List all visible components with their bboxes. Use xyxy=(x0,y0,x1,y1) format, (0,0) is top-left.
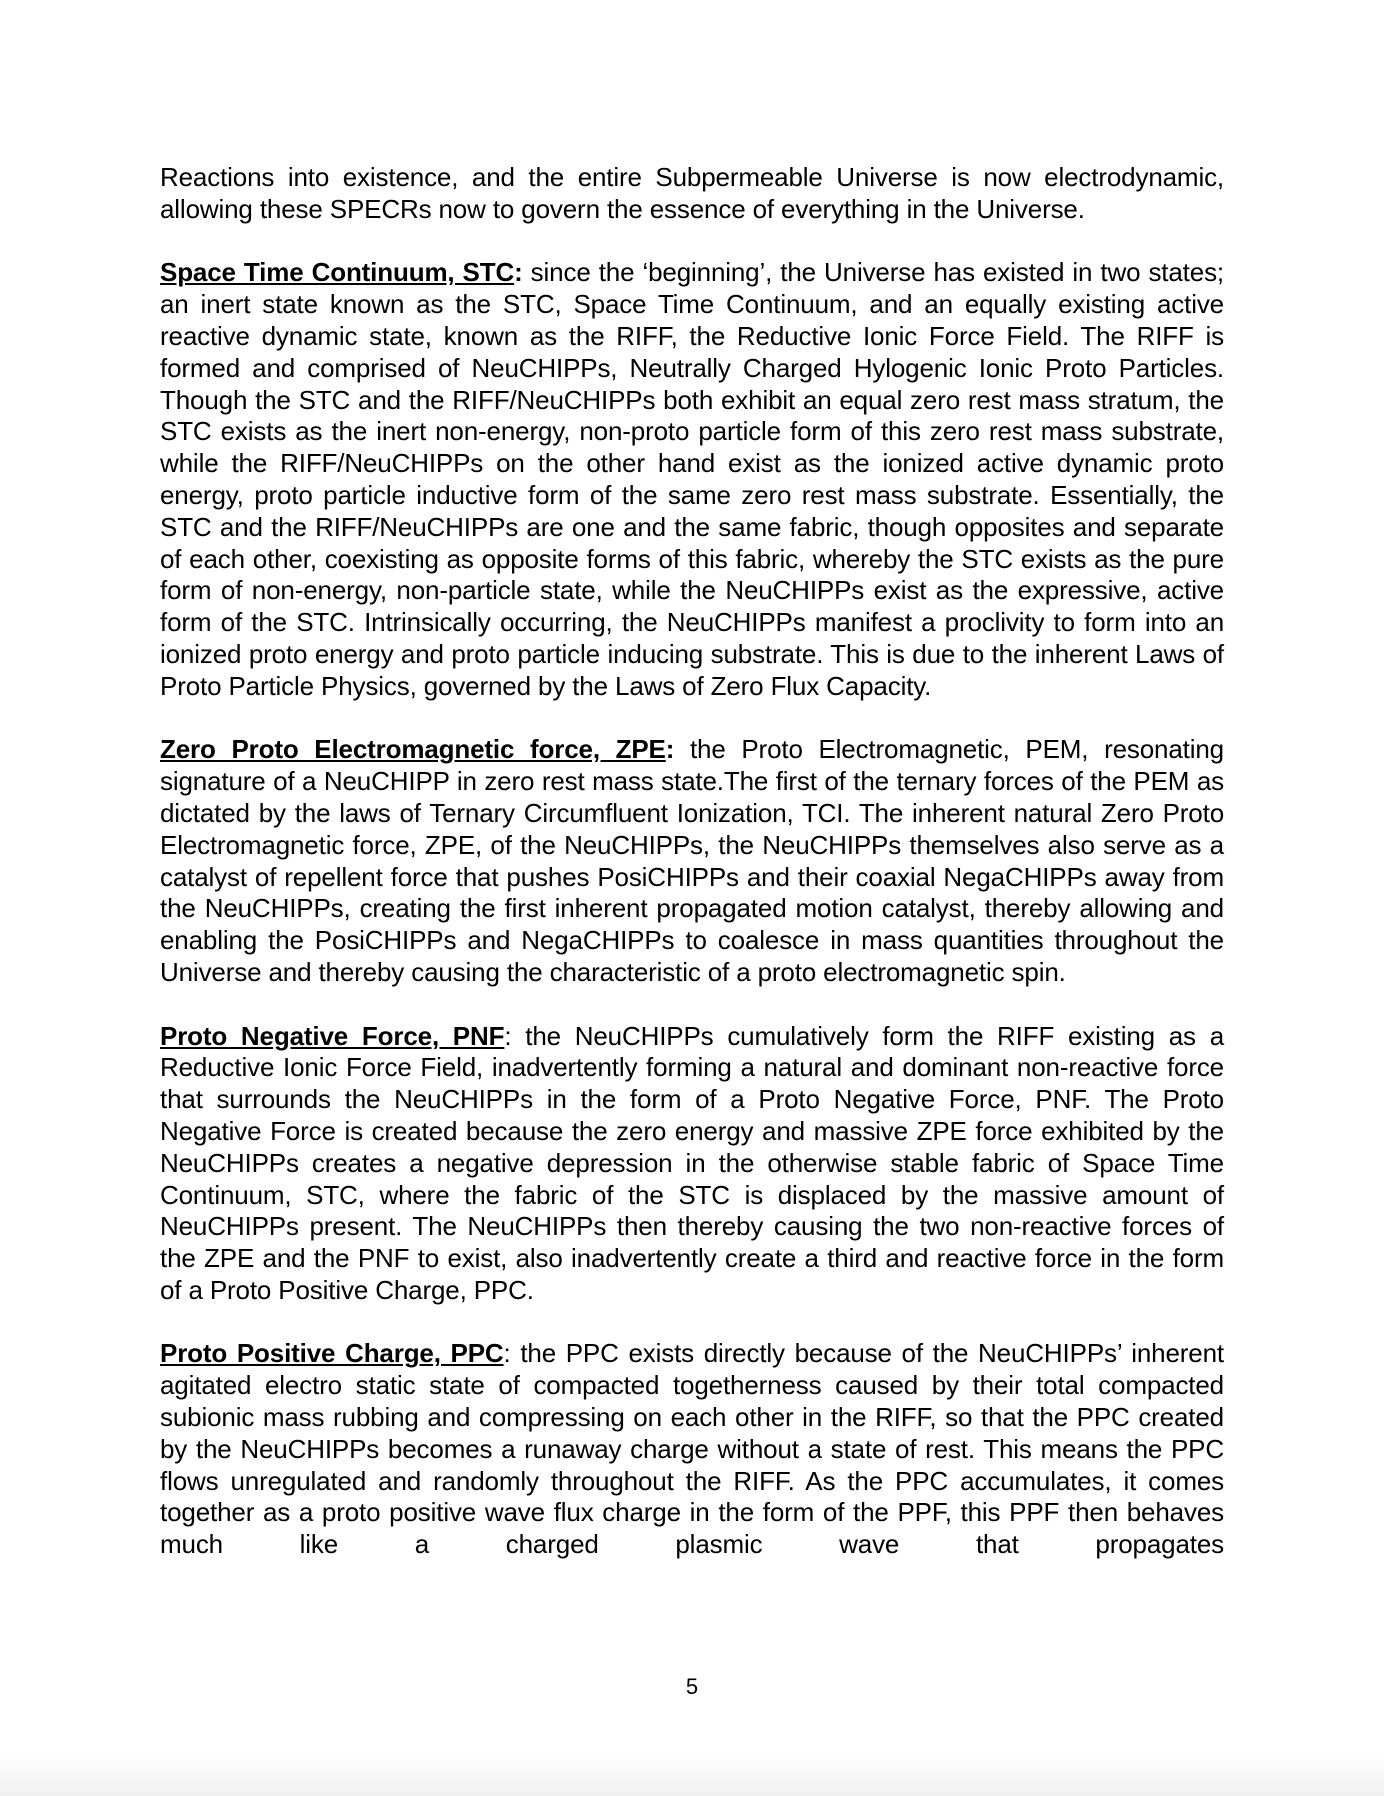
document-page-body xyxy=(160,162,1224,1593)
term-heading-colon: : xyxy=(514,257,523,288)
paragraph-body: the Proto Electromagnetic, PEM, resonating signature of a NeuCHIPP in zero rest mass state.The first of the ternary forces of the PEM as dictated by the laws of Ternary Circumfluent Ionization, TCI. The inherent natural Zero Proto Electromagnetic force, ZPE, of the NeuCHIPPs, the NeuCHIPPs themselves also serve as a catalyst of repellent force that pushes PosiCHIPPs and their coaxial NegaCHIPPs away from the NeuCHIPPs, creating the first inherent propagated motion catalyst, thereby allowing and enabling the PosiCHIPPs and NegaCHIPPs to coalesce in mass quantities throughout the Universe and thereby causing the characteristic of a proto electromagnetic spin. xyxy=(160,734,1224,987)
paragraph-body: since the ‘beginning’, the Universe has existed in two states; an inert state known as the STC, Space Time Continuum, and an equally existing active reactive dynamic state, known as the RIFF, the Reductive Ionic Force Field. The RIFF is formed and comprised of NeuCHIPPs, Neutrally Charged Hylogenic Ionic Proto Particles. Though the STC and the RIFF/NeuCHIPPs both exhibit an equal zero rest mass stratum, the STC exists as the inert non-energy, non-proto particle form of this zero rest mass substrate, while the RIFF/NeuCHIPPs on the other hand exist as the ionized active dynamic proto energy, proto particle inductive form of the same zero rest mass substrate. Essentially, the STC and the RIFF/NeuCHIPPs are one and the same fabric, though opposites and separate of each other, coexisting as opposite forms of this fabric, whereby the STC exists as the pure form of non-energy, non-particle state, while the NeuCHIPPs exist as the expressive, active form of the STC. Intrinsically occurring, the NeuCHIPPs manifest a proclivity to form into an ionized proto energy and proto particle inducing substrate. This is due to the inherent Laws of Proto Particle Physics, governed by the Laws of Zero Flux Capacity. xyxy=(160,257,1224,701)
paragraph-pnf xyxy=(160,1021,1224,1307)
paragraph-ppc xyxy=(160,1338,1224,1561)
term-heading: Proto Positive Charge, PPC xyxy=(160,1338,504,1369)
paragraph-body: Reactions into existence, and the entire Subpermeable Universe is now electrodynamic, allowing these SPECRs now to govern the essence of everything in the Universe. xyxy=(160,162,1224,224)
term-heading: Space Time Continuum, STC xyxy=(160,257,515,288)
term-heading-colon: : xyxy=(665,734,675,765)
viewer-bottom-edge xyxy=(0,1756,1384,1796)
page-number: 5 xyxy=(685,1674,699,1699)
paragraph-body: : the NeuCHIPPs cumulatively form the RIFF existing as a Reductive Ionic Force Field, inadvertently forming a natural and dominant non-reactive force that surrounds the NeuCHIPPs in the form of a Proto Negative Force, PNF. The Proto Negative Force is created because the zero energy and massive ZPE force exhibited by the NeuCHIPPs creates a negative depression in the otherwise stable fabric of Space Time Continuum, STC, where the fabric of the STC is displaced by the massive amount of NeuCHIPPs present. The NeuCHIPPs then thereby causing the two non-reactive forces of the ZPE and the PNF to exist, also inadvertently create a third and reactive force in the form of a Proto Positive Charge, PPC. xyxy=(160,1020,1225,1305)
paragraph-zpe xyxy=(160,734,1224,988)
term-heading: Zero Proto Electromagnetic force, ZPE xyxy=(160,734,666,765)
paragraph-body: : the PPC exists directly because of the NeuCHIPPs’ inherent agitated electro static state of compacted togetherness caused by their total compacted subionic mass rubbing and compressing on each other in the RIFF, so that the PPC created by the NeuCHIPPs becomes a runaway charge without a state of rest. This means the PPC flows unregulated and randomly throughout the RIFF. As the PPC accumulates, it comes together as a proto positive wave flux charge in the form of the PPF, this PPF then behaves much like a charged plasmic wave that propagates xyxy=(160,1338,1224,1560)
paragraph-intro-continuation xyxy=(160,162,1224,226)
paragraph-stc xyxy=(160,257,1224,702)
term-heading: Proto Negative Force, PNF xyxy=(160,1020,505,1051)
